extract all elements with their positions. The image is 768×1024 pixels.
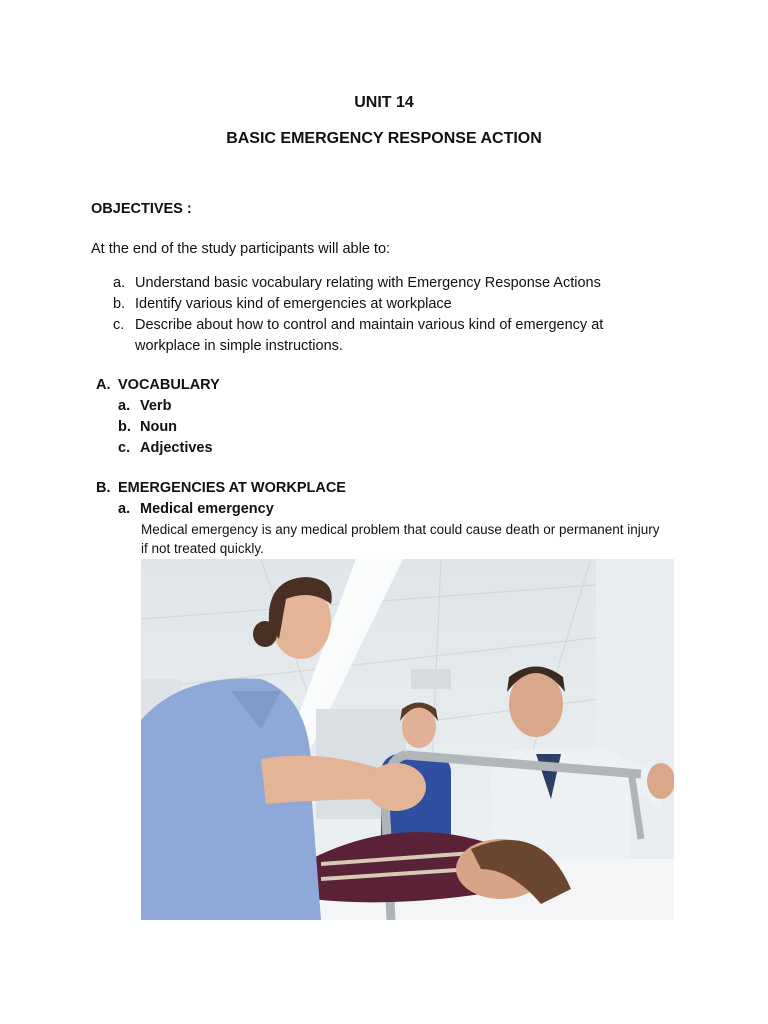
subsection-title: Medical emergency [140, 501, 274, 517]
page-title: BASIC EMERGENCY RESPONSE ACTION [226, 130, 542, 147]
objective-text-continued: workplace in simple instructions. [135, 338, 343, 354]
description-line: if not treated quickly. [141, 541, 264, 556]
section-title: VOCABULARY [118, 377, 220, 393]
list-marker: c. [118, 440, 131, 456]
objectives-intro: At the end of the study participants will able to: [91, 241, 391, 257]
list-marker: a. [113, 275, 126, 291]
vocab-item-text: Noun [140, 419, 178, 435]
objective-text: Describe about how to control and maintain various kind of emergency at [135, 317, 604, 333]
medical-emergency-photo [141, 559, 674, 920]
section-marker: A. [96, 377, 111, 393]
list-marker: a. [118, 398, 131, 414]
list-marker: a. [118, 501, 131, 517]
section-marker: B. [96, 480, 111, 496]
description-line: Medical emergency is any medical problem that could cause death or permanent injury [141, 522, 660, 537]
vocab-item-text: Verb [140, 398, 172, 414]
list-marker: c. [113, 317, 125, 333]
unit-title: UNIT 14 [354, 94, 414, 111]
objective-text: Identify various kind of emergencies at workplace [135, 296, 452, 312]
objective-text: Understand basic vocabulary relating with Emergency Response Actions [135, 275, 601, 291]
list-marker: b. [113, 296, 126, 312]
list-marker: b. [118, 419, 131, 435]
objectives-heading: OBJECTIVES : [91, 201, 192, 217]
vocab-item-text: Adjectives [140, 440, 213, 456]
medical-emergency-description [141, 520, 660, 558]
section-title: EMERGENCIES AT WORKPLACE [118, 480, 346, 496]
